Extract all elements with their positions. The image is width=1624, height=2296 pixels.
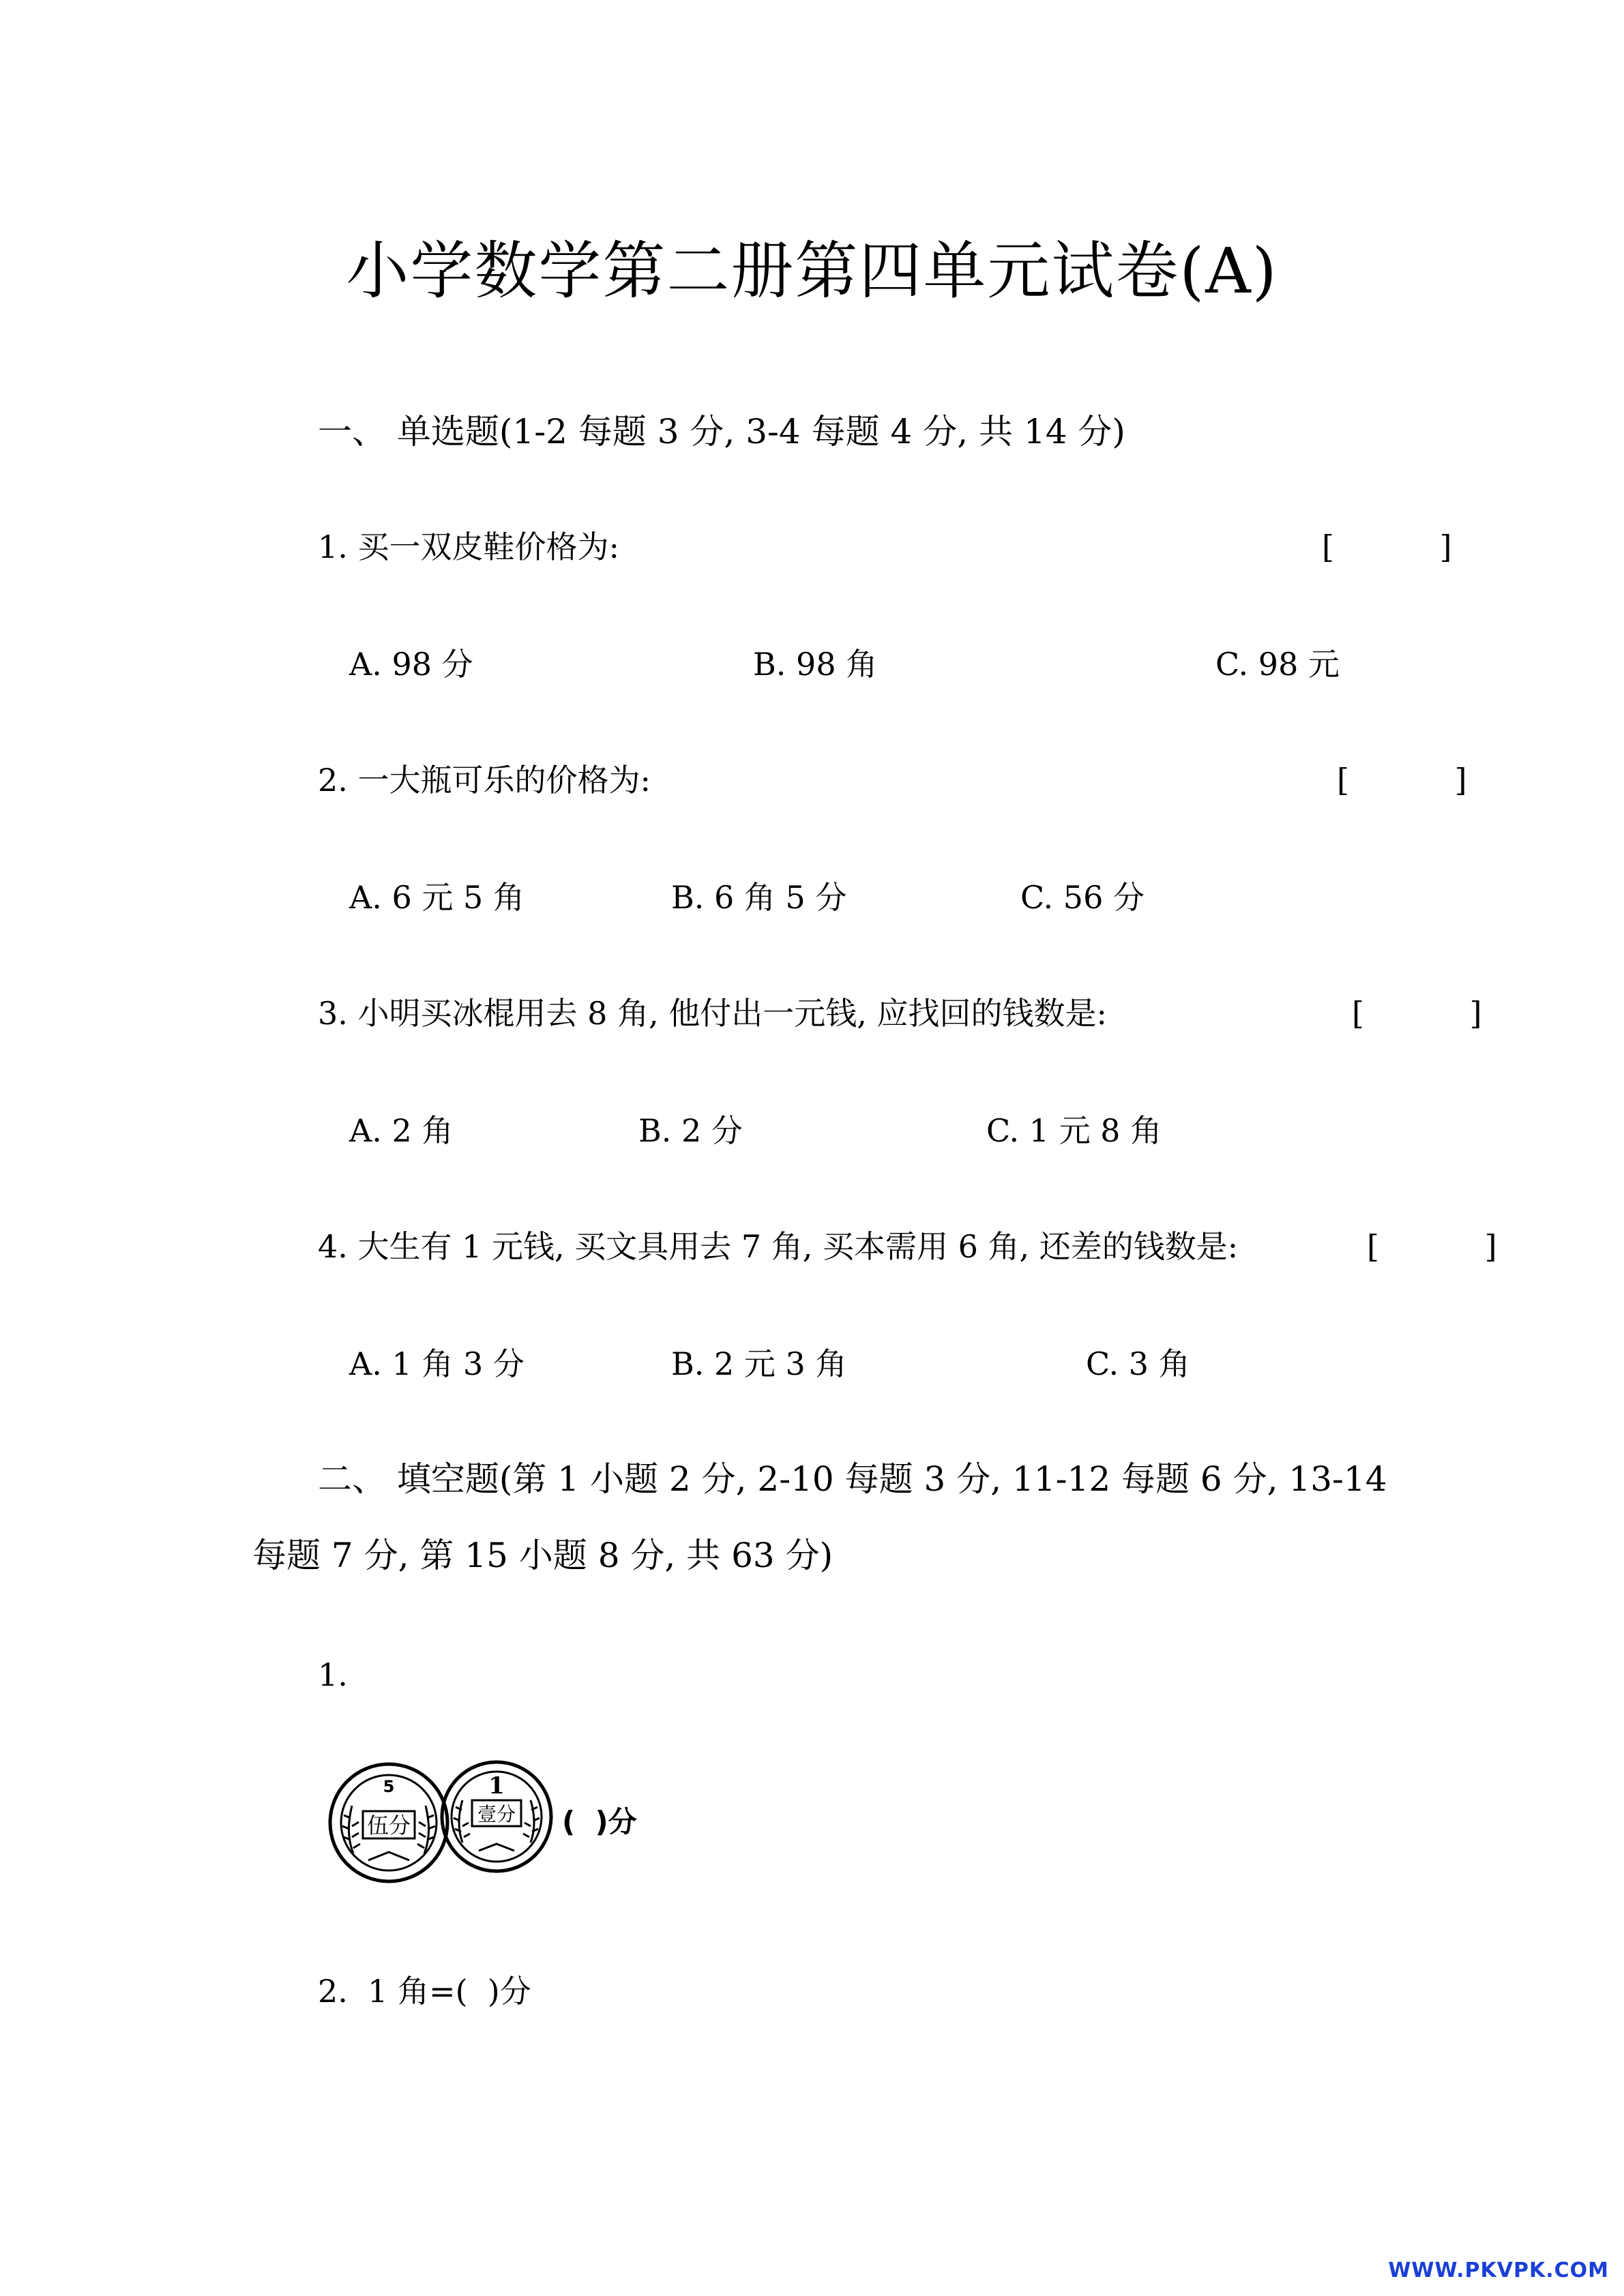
five-fen-coin-icon — [330, 1764, 447, 1881]
question-3-option-b: B. 2 分 — [638, 1112, 743, 1149]
question-4-text: 4. 大生有 1 元钱, 买文具用去 7 角, 买本需用 6 角, 还差的钱数是: — [318, 1228, 1239, 1265]
question-3-text: 3. 小明买冰棍用去 8 角, 他付出一元钱, 应找回的钱数是: — [318, 995, 1108, 1032]
five-fen-coin-text: 伍分 — [366, 1813, 411, 1838]
fill-question-2-text: 2. 1 角=( )分 — [318, 1973, 531, 2010]
question-4-option-a: A. 1 角 3 分 — [349, 1345, 525, 1382]
question-2-text: 2. 一大瓶可乐的价格为: — [318, 762, 651, 799]
question-3-answer-bracket: [ ] — [1352, 995, 1530, 1032]
section1-heading: 一、 单选题(1-2 每题 3 分, 3-4 每题 4 分, 共 14 分) — [318, 412, 1125, 451]
question-3-option-a: A. 2 角 — [349, 1112, 454, 1149]
question-2-option-b: B. 6 角 5 分 — [671, 879, 847, 916]
five-fen-coin-value: 5 — [383, 1777, 395, 1796]
fill-question-1-number: 1. — [318, 1656, 348, 1693]
one-fen-coin-value: 1 — [488, 1772, 505, 1800]
question-2-answer-bracket: [ ] — [1337, 762, 1515, 799]
question-1-option-b: B. 98 角 — [753, 646, 878, 683]
section2-heading-line1: 二、 填空题(第 1 小题 2 分, 2-10 每题 3 分, 11-12 每题 6 分, 13-14 — [318, 1459, 1387, 1499]
question-1-option-a: A. 98 分 — [349, 646, 473, 683]
question-2-option-c: C. 56 分 — [1020, 879, 1145, 916]
section2-heading-line2: 每题 7 分, 第 15 小题 8 分, 共 63 分) — [252, 1536, 833, 1575]
question-2-option-a: A. 6 元 5 角 — [349, 879, 525, 916]
page-title: 小学数学第二册第四单元试卷(A) — [346, 235, 1278, 308]
question-1-answer-bracket: [ ] — [1322, 528, 1500, 565]
question-1-text: 1. 买一双皮鞋价格为: — [318, 528, 620, 565]
question-4-option-b: B. 2 元 3 角 — [671, 1345, 847, 1382]
one-fen-coin-icon — [442, 1762, 551, 1871]
coin-answer-blank: ( )分 — [562, 1805, 637, 1838]
one-fen-coin-text: 壹分 — [477, 1803, 516, 1825]
question-4-option-c: C. 3 角 — [1086, 1345, 1190, 1382]
question-1-option-c: C. 98 元 — [1215, 646, 1340, 683]
coin-illustration — [326, 1758, 708, 1888]
question-3-option-c: C. 1 元 8 角 — [986, 1112, 1162, 1149]
question-4-answer-bracket: [ ] — [1367, 1228, 1545, 1265]
footer-watermark: WWW.PKVPK.COM — [1388, 2258, 1609, 2282]
